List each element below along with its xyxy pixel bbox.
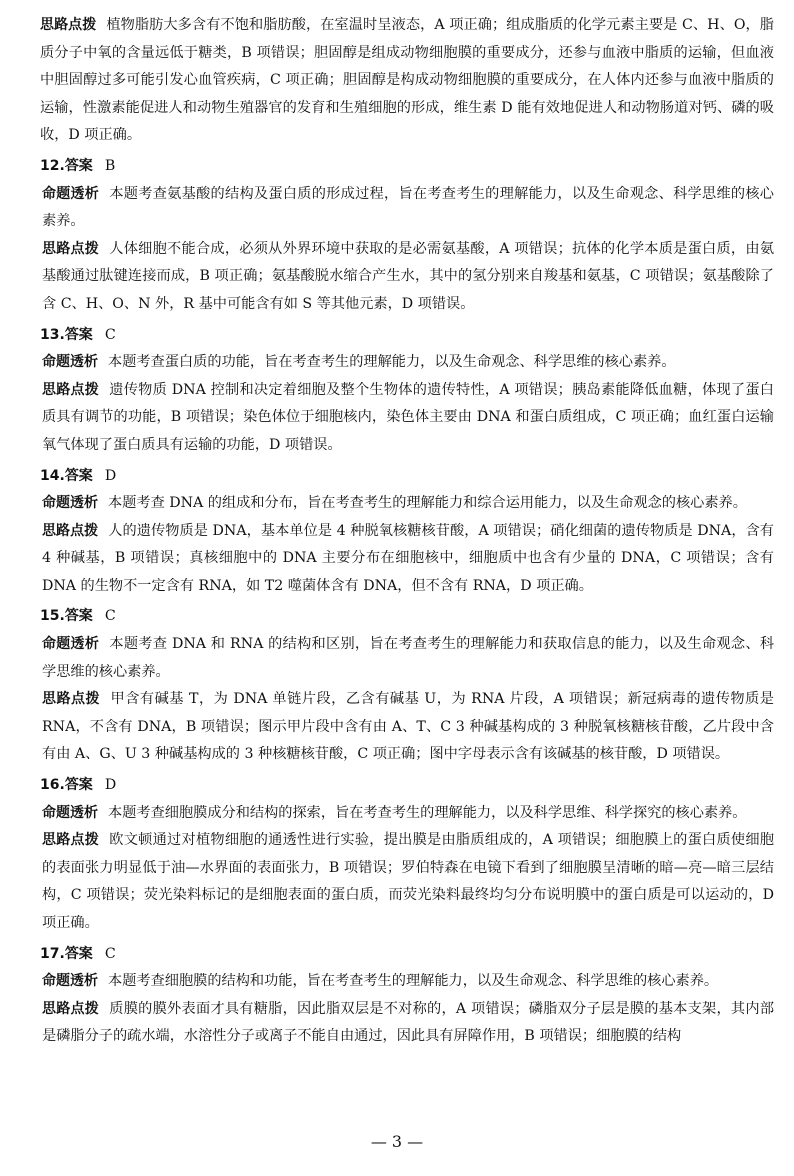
thinking-text: 人体细胞不能合成，必须从外界环境中获取的是必需氨基酸，A 项错误；抗体的化学本质是蛋白质，由氨基酸通过肽键连接而成，B 项正确；氨基酸脱水缩合产生水，其中的氢分别来自羧基和氨基，C 项错误；氨基酸除了含 C、H、O、N 外，R 基中可能含有如 S 等其他元素，D 项错误。 [42,240,775,312]
analysis-paragraph [42,968,774,996]
thinking-label: 思路点拨 [42,381,100,398]
question-13 [40,322,774,460]
thinking-label: 思路点拨 [42,522,99,539]
thinking-label: 思路点拨 [42,691,101,708]
question-number: 16. [40,777,65,794]
answer-line [40,603,774,631]
thinking-text: 欧文顿通过对植物细胞的通透性进行实验，提出膜是由脂质组成的，A 项错误；细胞膜上的蛋白质使细胞的表面张力明显低于油—水界面的表面张力，B 项错误；罗伯特森在电镜下看到了细胞膜呈清晰的暗—亮—暗三层结构，C 项错误；荧光染料标记的是细胞表面的蛋白质，而荧光染料最终均匀分布说明膜中的蛋白质是可以运动的，D 项正确。 [42,832,775,931]
answer-value: C [104,945,116,962]
answer-value: C [104,608,116,625]
answer-value: D [104,777,117,794]
analysis-paragraph [42,800,774,828]
answer-label: 答案 [64,157,93,174]
analysis-label: 命题透析 [42,354,98,371]
question-number: 12. [40,157,65,174]
question-15 [40,603,774,769]
thinking-paragraph [42,377,774,460]
thinking-paragraph [42,518,774,601]
analysis-text: 本题考查氨基酸的结构及蛋白质的形成过程，旨在考查考生的理解能力，以及生命观念、科学思维的核心素养。 [42,185,774,230]
analysis-label: 命题透析 [42,636,100,653]
thinking-paragraph [42,686,774,769]
question-number: 14. [40,467,65,484]
thinking-paragraph [40,12,774,150]
analysis-text: 本题考查 DNA 和 RNA 的结构和区别，旨在考查考生的理解能力和获取信息的能力，以及生命观念、科学思维的核心素养。 [42,636,775,680]
answer-line [40,941,774,969]
page-number: — 3 — [370,1132,424,1151]
thinking-paragraph [42,996,774,1051]
analysis-text: 本题考查细胞膜成分和结构的探索，旨在考查考生的理解能力，以及科学思维、科学探究的核心素养。 [108,804,747,821]
thinking-label: 思路点拨 [42,832,100,849]
answer-label: 答案 [64,945,93,962]
question-number: 17. [40,945,65,962]
thinking-text: 质膜的膜外表面才具有糖脂，因此脂双层是不对称的，A 项错误；磷脂双分子层是膜的基本支架，其内部是磷脂分子的疏水端，水溶性分子或离子不能自由通过，因此具有屏障作用，B 项错误；细胞膜的结构 [42,1000,775,1045]
thinking-paragraph [42,827,774,937]
analysis-label: 命题透析 [42,804,98,821]
answer-label: 答案 [64,777,93,794]
thinking-text: 植物脂肪大多含有不饱和脂肪酸，在室温时呈液态，A 项正确；组成脂质的化学元素主要是 C、H、O，脂质分子中氧的含量远低于糖类，B 项错误；胆固醇是组成动物细胞膜的重要成分，还参与血液中脂质的运输，但血液中胆固醇过多可能引发心血管疾病，C 项正确；胆固醇是构成动物细胞膜的重要成分，在人体内还参与血液中脂质的运输，性激素能促进人和动物生殖器官的发育和生殖细胞的形成，维生素 D 能有效地促进人和动物肠道对钙、磷的吸收，D 项正确。 [40,17,774,144]
question-17 [40,941,774,1051]
analysis-text: 本题考查蛋白质的功能，旨在考查考生的理解能力，以及生命观念、科学思维的核心素养。 [108,354,676,371]
answer-line [40,322,774,350]
thinking-label: 思路点拨 [42,240,100,257]
analysis-paragraph [42,349,774,377]
question-number: 13. [40,326,65,343]
question-16 [40,772,774,938]
answer-line [40,463,774,491]
answer-value: B [104,157,116,174]
question-14 [40,463,774,601]
analysis-label: 命题透析 [42,185,100,202]
analysis-paragraph [42,490,774,518]
answer-value: D [104,467,117,484]
answer-label: 答案 [64,467,93,484]
thinking-text: 遗传物质 DNA 控制和决定着细胞及整个生物体的遗传特性，A 项错误；胰岛素能降低血糖，体现了蛋白质具有调节的功能，B 项错误；染色体位于细胞核内，染色体主要由 DNA 和蛋白质组成，C 项正确；血红蛋白运输氧气体现了蛋白质具有运输的功能，D 项错误。 [42,381,774,453]
answer-document [40,12,774,1051]
answer-label: 答案 [64,608,93,625]
thinking-text: 甲含有碱基 T，为 DNA 单链片段，乙含有碱基 U，为 RNA 片段，A 项错误；新冠病毒的遗传物质是 RNA，不含有 DNA，B 项错误；图示甲片段中含有由 A、T、C 3 种碱基构成的 3 种脱氧核糖核苷酸，乙片段中含有由 A、G、U 3 种碱基构成的 3 种核糖核苷酸，C 项正确；图中字母表示含有该碱基的核苷酸，D 项错误。 [42,691,774,763]
question-12 [40,153,774,319]
analysis-paragraph [42,181,774,236]
thinking-label: 思路点拨 [40,17,97,33]
thinking-label: 思路点拨 [42,1000,100,1017]
analysis-text: 本题考查 DNA 的组成和分布，旨在考查考生的理解能力和综合运用能力，以及生命观念的核心素养。 [108,495,747,512]
answer-label: 答案 [64,326,93,343]
analysis-text: 本题考查细胞膜的结构和功能，旨在考查考生的理解能力，以及生命观念、科学思维的核心素养。 [108,973,719,990]
question-number: 15. [40,608,65,625]
analysis-label: 命题透析 [42,973,98,990]
thinking-text: 人的遗传物质是 DNA，基本单位是 4 种脱氧核糖核苷酸，A 项错误；硝化细菌的遗传物质是 DNA，含有 4 种碱基，B 项错误；真核细胞中的 DNA 主要分布在细胞核中，细胞质中也含有少量的 DNA，C 项错误；含有 DNA 的生物不一定含有 RNA，如 T2 噬菌体含有 DNA，但不含有 RNA，D 项正确。 [42,522,774,594]
analysis-paragraph [42,631,774,686]
answer-value: C [104,326,116,343]
analysis-label: 命题透析 [42,495,98,512]
answer-line [40,153,774,181]
thinking-paragraph [42,236,774,319]
answer-line [40,772,774,800]
